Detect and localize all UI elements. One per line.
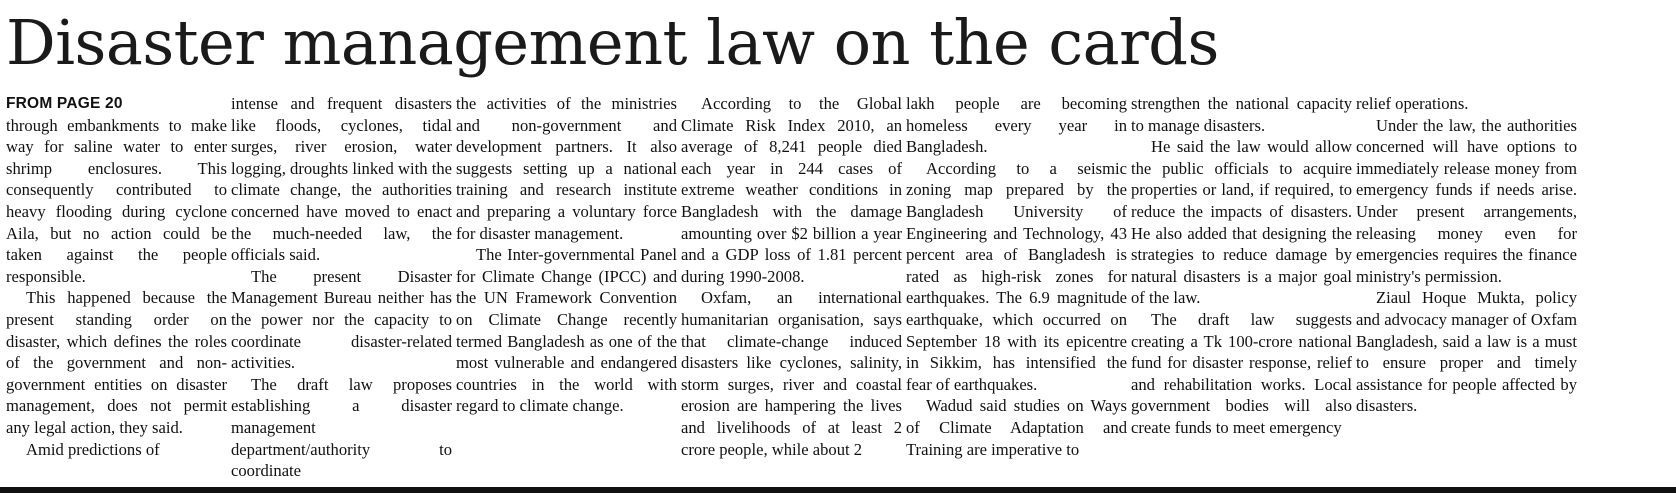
bottom-rule bbox=[0, 487, 1676, 493]
jump-line: FROM PAGE 20 bbox=[6, 95, 123, 112]
paragraph: Wadud said studies on Ways of Climate Adaptation and Training are imperative to bbox=[906, 396, 1127, 459]
paragraph: According to a seismic zoning map prepared by the Bangladesh University of Engineering and Technology, 43 percent area of Bangladesh is rated as high-risk zones for earthquakes. The 6.9 magnitude earthquake, which occurred on September 18 with its epicentre in Sikkim, has intensified the fear of earthquakes. bbox=[906, 158, 1127, 394]
paragraph: The Inter-governmental Panel for Climate Change (IPCC) and the UN Framework Convention on Climate Change recently termed Bangladesh as one of the most vulnerable and endangered countries in the world with regard to climate change. bbox=[456, 245, 677, 416]
paragraph: Ziaul Hoque Mukta, policy and advocacy manager of Oxfam Bangladesh, said a law is a must to ensure proper and timely assistance for people affected by disasters. bbox=[1356, 288, 1577, 416]
article-column-7 bbox=[1356, 93, 1577, 485]
paragraph: lakh people are becoming homeless every year in Bangladesh. bbox=[906, 94, 1127, 157]
paragraph: Amid predictions of bbox=[26, 439, 160, 459]
article-column-4 bbox=[681, 93, 902, 485]
paragraph: the activities of the ministries and non-government and development partners. It also suggests setting up a national training and research institute and preparing a voluntary force for disaster management. bbox=[456, 94, 677, 243]
article-column-3 bbox=[456, 93, 677, 485]
paragraph: Oxfam, an international humanitarian organisation, says that climate-change induced disasters like cyclones, salinity, storm surges, river and coastal erosion are hampering the lives and livelihoods of at least 2 crore people, while about 2 bbox=[681, 288, 902, 459]
paragraph: According to the Global Climate Risk Index 2010, an average of 8,241 people died each year in 244 cases of extreme weather conditions in Bangladesh with the damage amounting over $2 billion a year and a GDP loss of 1.81 percent during 1990-2008. bbox=[681, 94, 902, 286]
headline: Disaster management law on the cards bbox=[6, 6, 1219, 79]
paragraph: This happened because the present standing order on disaster, which defines the roles of the government and non-government entities on disaster management, does not permit any legal action, they said. bbox=[6, 288, 227, 437]
article-column-6 bbox=[1131, 93, 1352, 485]
paragraph: He said the law would allow the public officials to acquire properties or land, if required, to reduce the impacts of disasters. He also added that designing the strategies to reduce damage by natural disasters is a major goal of the law. bbox=[1131, 137, 1352, 308]
paragraph: through embankments to make way for saline water to enter shrimp enclosures. This consequently contributed to heavy flooding during cyclone Aila, but no action could be taken against the people responsible. bbox=[6, 115, 227, 286]
paragraph: relief operations. bbox=[1356, 94, 1469, 113]
paragraph: strengthen the national capacity to manage disasters. bbox=[1131, 94, 1352, 135]
article-column-1 bbox=[6, 93, 227, 485]
article-body bbox=[6, 93, 1670, 485]
paragraph: The draft law suggests creating a Tk 100-crore national fund for disaster response, relief and rehabilitation works. Local government bodies will also create funds to meet emergency bbox=[1131, 309, 1352, 437]
paragraph: The present Disaster Management Bureau neither has the power nor the capacity to coordinate disaster-related activities. bbox=[231, 266, 452, 373]
article-column-2 bbox=[231, 93, 452, 485]
paragraph: The draft law proposes establishing a disaster management department/authority to coordinate bbox=[231, 374, 452, 481]
article-column-5 bbox=[906, 93, 1127, 485]
paragraph: Under the law, the authorities concerned will have options to immediately release money from emergency funds if needs arise. Under present arrangements, releasing money even for emergencies requires the finance ministry's permission. bbox=[1356, 115, 1577, 286]
paragraph: intense and frequent disasters like floods, cyclones, tidal surges, river erosion, water logging, droughts linked with the climate change, the authorities concerned have moved to enact the much-needed law, the officials said. bbox=[231, 94, 452, 265]
